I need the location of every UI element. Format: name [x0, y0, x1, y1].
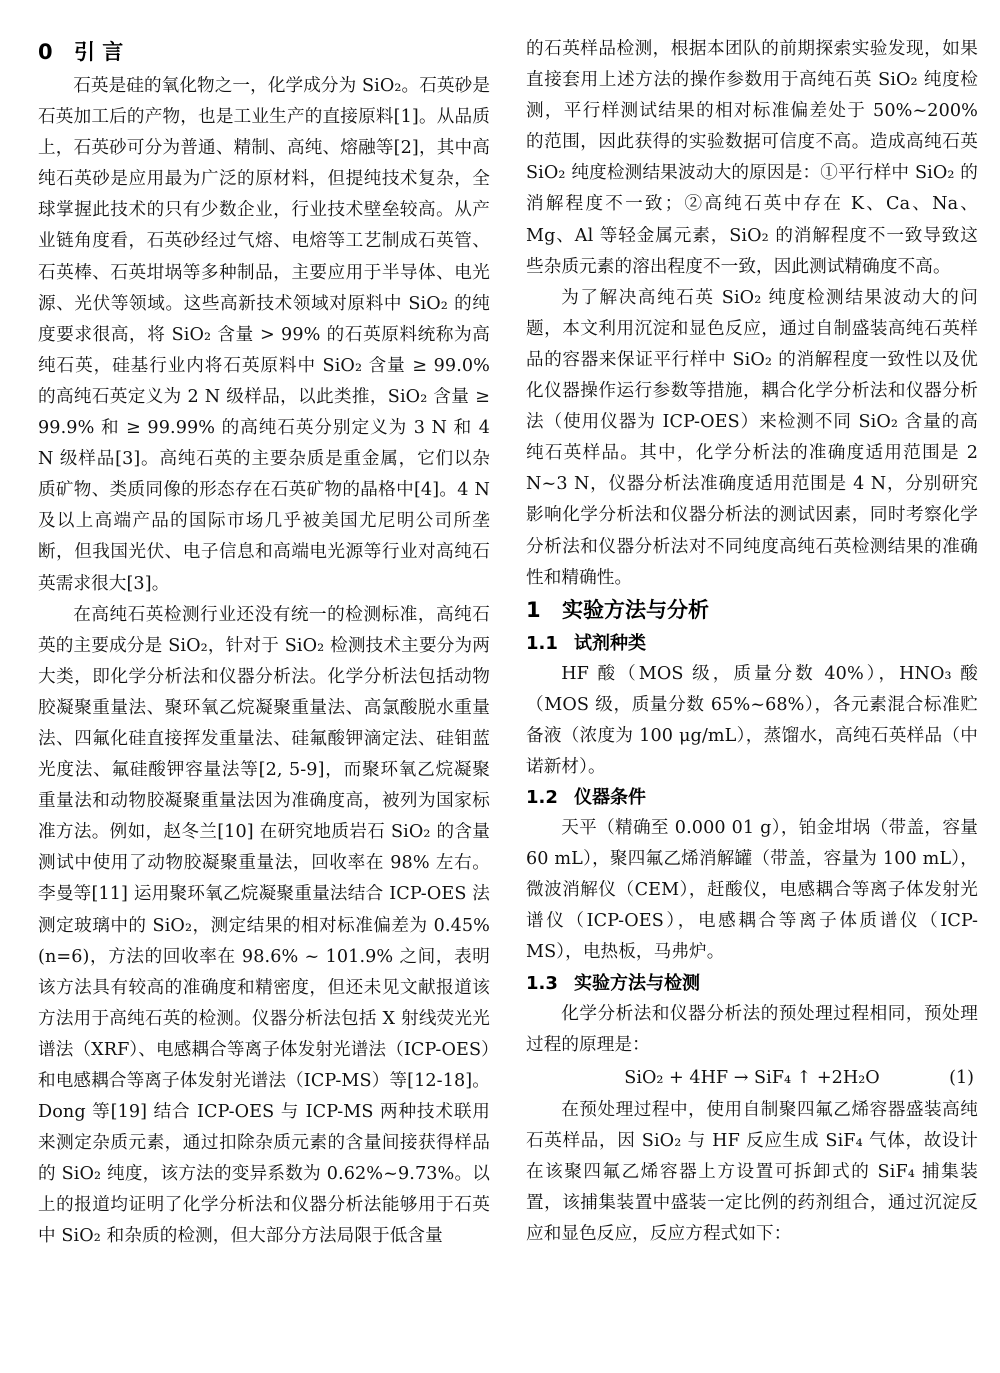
- paragraph-continuation: 的石英样品检测，根据本团队的前期探索实验发现，如果直接套用上述方法的操作参数用于高纯石英 SiO₂ 纯度检测，平行样测试结果的相对标准偏差处于 50%~200% 的范围，因此获得的实验数据可信度不高。造成高纯石英 SiO₂ 纯度检测结果波动大的原因是：①平行样中 SiO₂ 的消解程度不一致；②高纯石英中存在 K、Ca、Na、Mg、Al 等轻金属元素，SiO₂ 的消解程度不一致导致这些杂质元素的溶出程度不一致，因此测试精确度不高。: [526, 39, 978, 277]
- subsection-heading-instruments: [526, 783, 978, 813]
- equation-text: SiO₂ + 4HF → SiF₄ ↑ +2H₂O: [624, 1067, 880, 1088]
- section-title: 实验方法与分析: [562, 597, 709, 622]
- paragraph-research-purpose: 为了解决高纯石英 SiO₂ 纯度检测结果波动大的问题，本文利用沉淀和显色反应，通过自制盛装高纯石英样品的容器来保证平行样中 SiO₂ 的消解程度一致性以及优化仪器操作运行参数等措施，耦合化学分析法和仪器分析法（使用仪器为 ICP-OES）来检测不同 SiO₂ 含量的高纯石英样品。其中，化学分析法的准确度适用范围是 2 N~3 N，仪器分析法准确度适用范围是 4 N，分别研究影响化学分析法和仪器分析法的测试因素，同时考察化学分析法和仪器分析法对不同纯度高纯石英检测结果的准确性和精确性。: [526, 287, 978, 588]
- equation-1: [526, 1061, 978, 1095]
- paragraph-instruments: 天平（精确至 0.000 01 g），铂金坩埚（带盖，容量 60 mL），聚四氟乙烯消解罐（带盖，容量为 100 mL），微波消解仪（CEM），赶酸仪，电感耦合等离子体发射光谱仪（ICP-OES），电感耦合等离子体质谱仪（ICP-MS），电热板，马弗炉。: [526, 818, 978, 963]
- paragraph-capture-device: 在预处理过程中，使用自制聚四氟乙烯容器盛装高纯石英样品，因 SiO₂ 与 HF 反应生成 SiF₄ 气体，故设计在该聚四氟乙烯容器上方设置可拆卸式的 SiF₄ 捕集装置，该捕集装置中盛装一定比例的药剂组合，通过沉淀反应和显色反应，反应方程式如下：: [526, 1099, 978, 1245]
- section-heading-methods: [526, 594, 978, 627]
- right-column: [526, 34, 978, 1373]
- subsection-number: 1.3: [526, 972, 558, 994]
- section-number: 1: [526, 597, 541, 622]
- section-heading-introduction: [38, 36, 490, 69]
- subsection-number: 1.1: [526, 632, 558, 654]
- equation-number: (1): [949, 1067, 974, 1088]
- section-number: 0: [38, 40, 53, 64]
- subsection-heading-reagents: [526, 629, 978, 659]
- subsection-heading-procedure: [526, 969, 978, 999]
- paragraph-intro-quartz: 石英是硅的氧化物之一，化学成分为 SiO₂。石英砂是石英加工后的产物，也是工业生产的直接原料[1]。从品质上，石英砂可分为普通、精制、高纯、熔融等[2]，其中高纯石英砂是应用最为广泛的原材料，但提纯技术复杂，全球掌握此技术的只有少数企业，行业技术壁垒较高。从产业链角度看，石英砂经过气熔、电熔等工艺制成石英管、石英棒、石英坩埚等多种制品，主要应用于半导体、电光源、光伏等领域。这些高新技术领域对原料中 SiO₂ 的纯度要求很高，将 SiO₂ 含量 > 99% 的石英原料统称为高纯石英，硅基行业内将石英原料中 SiO₂ 含量 ≥ 99.0% 的高纯石英定义为 2 N 级样品，以此类推，SiO₂ 含量 ≥ 99.9% 和 ≥ 99.99% 的高纯石英分别定义为 3 N 和 4 N 级样品[3]。高纯石英的主要杂质是重金属，它们以杂质矿物、类质同像的形态存在石英矿物的晶格中[4]。4 N 及以上高端产品的国际市场几乎被美国尤尼明公司所垄断，但我国光伏、电子信息和高端电光源等行业对高纯石英需求很大[3]。: [38, 76, 491, 594]
- section-title: 引 言: [74, 40, 124, 64]
- subsection-number: 1.2: [526, 787, 558, 809]
- subsection-title: 实验方法与检测: [574, 972, 700, 994]
- subsection-title: 仪器条件: [574, 787, 646, 809]
- left-column: [38, 36, 490, 1373]
- paragraph-reagents: HF 酸（MOS 级，质量分数 40%），HNO₃ 酸（MOS 级，质量分数 65%~68%），各元素混合标准贮备液（浓度为 100 μg/mL），蒸馏水，高纯石英样品（中诺新材）。: [526, 663, 978, 777]
- subsection-title: 试剂种类: [574, 632, 646, 654]
- paragraph-pretreatment: 化学分析法和仪器分析法的预处理过程相同，预处理过程的原理是：: [526, 1003, 978, 1055]
- paragraph-detection-methods: 在高纯石英检测行业还没有统一的检测标准，高纯石英的主要成分是 SiO₂，针对于 SiO₂ 检测技术主要分为两大类，即化学分析法和仪器分析法。化学分析法包括动物胶凝聚重量法、聚环氧乙烷凝聚重量法、高氯酸脱水重量法、四氟化硅直接挥发重量法、硅氟酸钾滴定法、硅钼蓝光度法、氟硅酸钾容量法等[2, 5-9]，而聚环氧乙烷凝聚重量法和动物胶凝聚重量法因为准确度高，被列为国家标准方法。例如，赵冬兰[10] 在研究地质岩石 SiO₂ 的含量测试中使用了动物胶凝聚重量法，回收率在 98% 左右。李曼等[11] 运用聚环氧乙烷凝聚重量法结合 ICP-OES 法测定玻璃中的 SiO₂，测定结果的相对标准偏差为 0.45%(n=6)，方法的回收率在 98.6% ~ 101.9% 之间，表明该方法具有较高的准确度和精密度，但还未见文献报道该方法用于高纯石英的检测。仪器分析法包括 X 射线荧光光谱法（XRF）、电感耦合等离子体发射光谱法（ICP-OES）和电感耦合等离子体发射光谱法（ICP-MS）等[12-18]。Dong 等[19] 结合 ICP-OES 与 ICP-MS 两种技术联用来测定杂质元素，通过扣除杂质元素的含量间接获得样品的 SiO₂ 纯度，该方法的变异系数为 0.62%~9.73%。以上的报道均证明了化学分析法和仪器分析法能够用于石英中 SiO₂ 和杂质的检测，但大部分方法局限于低含量: [38, 604, 490, 1247]
